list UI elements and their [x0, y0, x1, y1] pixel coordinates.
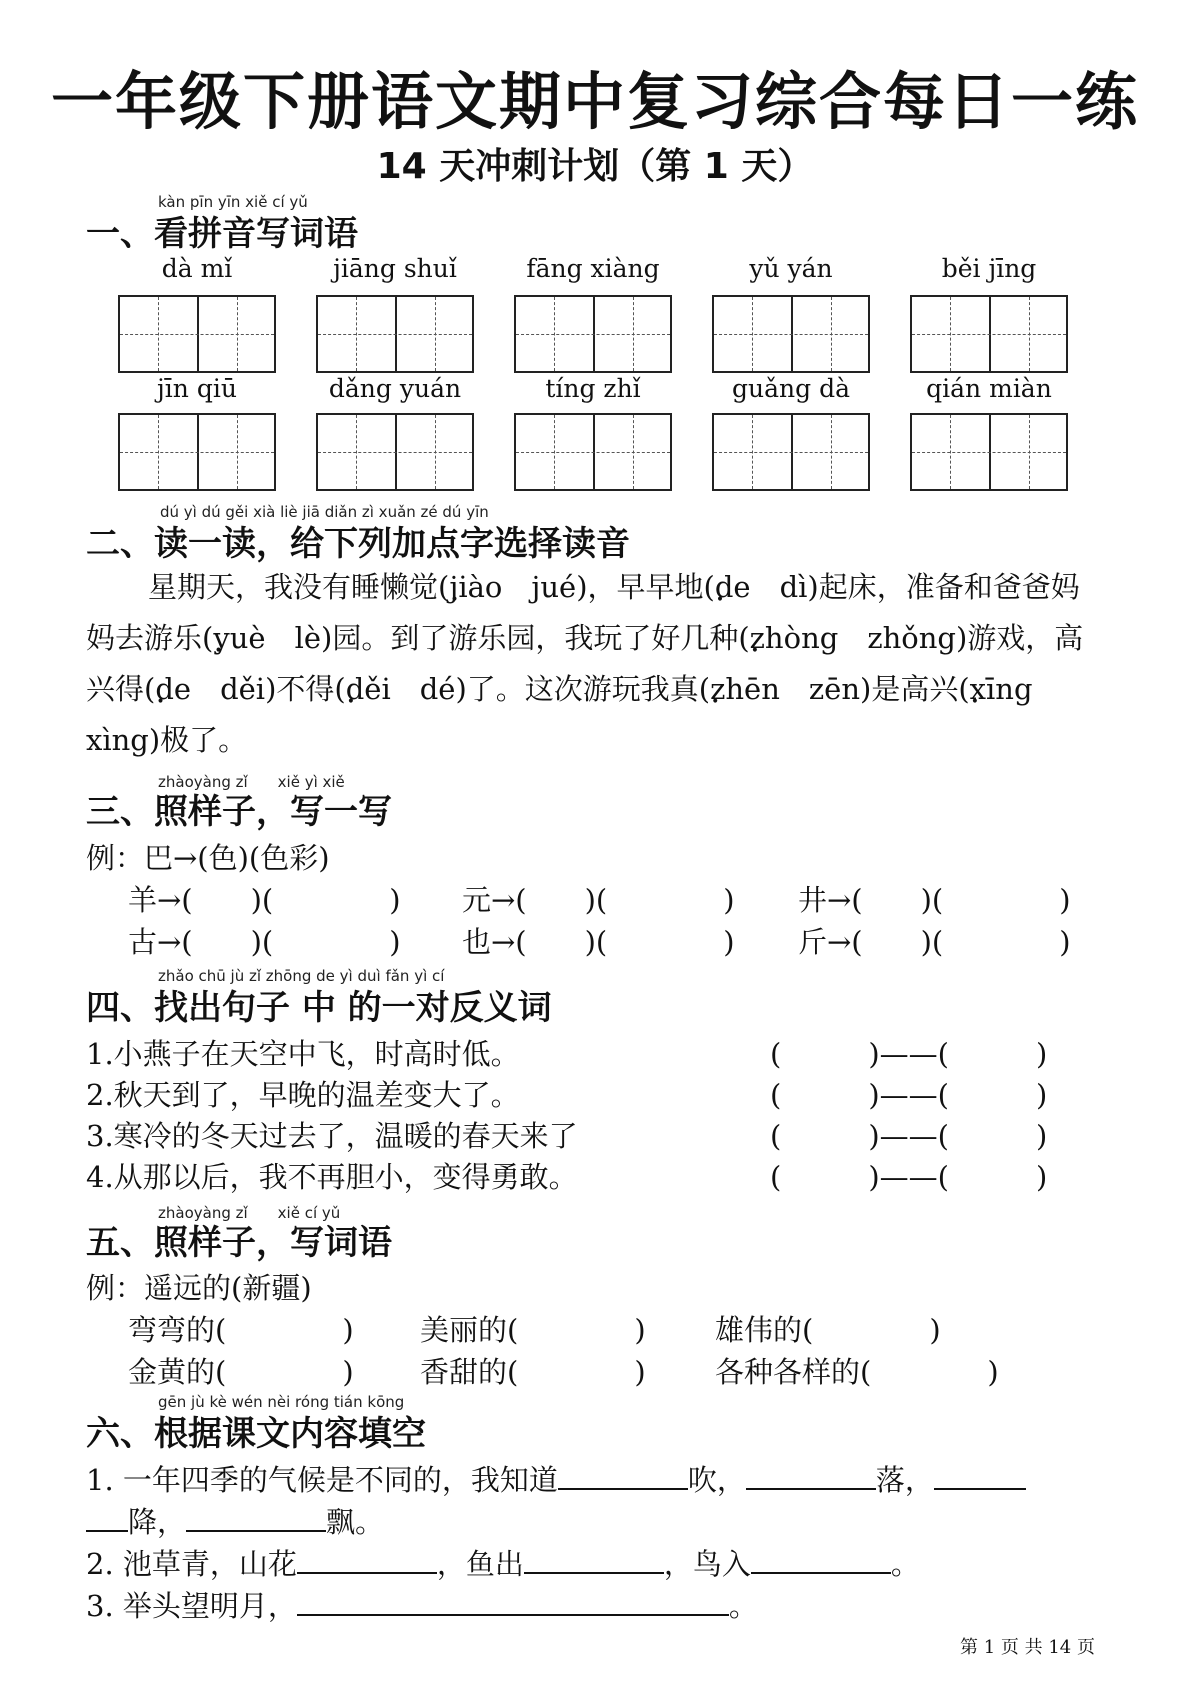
writing-grid[interactable] — [712, 295, 870, 373]
antonym-answer[interactable]: ( )——( ) — [770, 1078, 1048, 1112]
blank-line[interactable] — [297, 1588, 729, 1616]
section2-pinyin: dú yì dú gěi xià liè jiā diǎn zì xuǎn zé dú yīn — [160, 503, 489, 521]
char-item: 羊→( )( ) — [128, 883, 401, 917]
section1-heading: 一、看拼音写词语 — [86, 214, 358, 254]
blank-line[interactable] — [186, 1504, 326, 1532]
writing-grid[interactable] — [118, 413, 276, 491]
pinyin-label: qián miàn — [926, 374, 1052, 403]
page-footer: 第 1 页 共 14 页 — [960, 1637, 1095, 1658]
reading-paragraph: 星期天，我没有睡懒觉(jiào jué)，早早地(de dì)起床，准备和爸爸妈妈去游乐(yuè lè)园。到了游乐园，我玩了好几种(zhòng zhǒng)游戏，高兴得(de děi)不得(děi dé)了。这次游玩我真(zhēn zēn)是高兴(xīng xìng)极了。 — [86, 570, 1084, 757]
fill-line-3: 3. 举头望明月， 。 — [86, 1589, 758, 1623]
section5-pinyin: zhàoyàng zǐ xiě cí yǔ — [158, 1204, 341, 1222]
phrase-item: 香甜的( ) — [420, 1355, 646, 1389]
writing-grid[interactable] — [316, 295, 474, 373]
pinyin-label: dà mǐ — [161, 254, 233, 283]
section4-heading: 四、找出句子 中 的一对反义词 — [86, 988, 552, 1028]
char-item: 斤→( )( ) — [798, 925, 1071, 959]
dotted-char: 得 — [115, 672, 145, 706]
blank-line[interactable] — [297, 1546, 437, 1574]
char-item: 元→( )( ) — [462, 883, 735, 917]
antonym-sentence: 4.从那以后，我不再胆小，变得勇敢。 — [86, 1160, 578, 1194]
pinyin-label: běi jīng — [941, 254, 1037, 283]
section3-pinyin: zhàoyàng zǐ xiě yì xiě — [158, 773, 345, 791]
dotted-char: 真 — [669, 672, 699, 706]
antonym-sentence: 1.小燕子在天空中飞，时高时低。 — [86, 1037, 520, 1071]
blank-line[interactable] — [746, 1462, 876, 1490]
antonym-sentence: 2.秋天到了，早晚的温差变大了。 — [86, 1078, 520, 1112]
dotted-char: 乐 — [173, 621, 203, 655]
pinyin-label: fāng xiàng — [526, 254, 660, 283]
phrase-item: 美丽的( ) — [420, 1313, 646, 1347]
section4-pinyin: zhǎo chū jù zǐ zhōng de yì duì fǎn yì cí — [158, 967, 445, 985]
dotted-char: 觉 — [409, 570, 439, 604]
section2-heading: 二、读一读，给下列加点字选择读音 — [86, 524, 630, 564]
fill-line-1: 1. 一年四季的气候是不同的，我知道 吹， 落， — [86, 1458, 1026, 1499]
dotted-char: 地 — [674, 570, 704, 604]
blank-line[interactable] — [934, 1462, 1026, 1490]
char-item: 井→( )( ) — [798, 883, 1071, 917]
section3-example: 例：巴→(色)(色彩) — [86, 841, 330, 875]
pinyin-label: tíng zhǐ — [545, 374, 641, 403]
char-item: 也→( )( ) — [462, 925, 735, 959]
phrase-item: 各种各样的( ) — [715, 1355, 999, 1389]
writing-grid[interactable] — [712, 413, 870, 491]
phrase-item: 弯弯的( ) — [128, 1313, 354, 1347]
section6-pinyin: gēn jù kè wén nèi róng tián kōng — [158, 1393, 405, 1411]
section3-heading: 三、照样子，写一写 — [86, 792, 392, 832]
section5-heading: 五、照样子，写词语 — [86, 1223, 392, 1263]
pinyin-label: jīn qiū — [157, 374, 237, 403]
phrase-item: 金黄的( ) — [128, 1355, 354, 1389]
dotted-char: 兴 — [929, 672, 959, 706]
dotted-char: 种 — [709, 621, 739, 655]
blank-line[interactable] — [86, 1504, 128, 1532]
section5-example: 例：遥远的(新疆) — [86, 1271, 312, 1305]
fill-line-2: 2. 池草青，山花 ，鱼出 ，鸟入 。 — [86, 1547, 920, 1581]
writing-grid[interactable] — [514, 295, 672, 373]
pinyin-label: jiāng shuǐ — [333, 254, 457, 283]
writing-grid[interactable] — [910, 295, 1068, 373]
antonym-answer[interactable]: ( )——( ) — [770, 1037, 1048, 1071]
writing-grid[interactable] — [316, 413, 474, 491]
pinyin-label: yǔ yán — [749, 254, 833, 283]
dotted-char: 得 — [305, 672, 335, 706]
antonym-answer[interactable]: ( )——( ) — [770, 1160, 1048, 1194]
section6-heading: 六、根据课文内容填空 — [86, 1414, 426, 1454]
blank-line[interactable] — [751, 1546, 891, 1574]
writing-grid[interactable] — [910, 413, 1068, 491]
antonym-sentence: 3.寒冷的冬天过去了，温暖的春天来了 — [86, 1119, 578, 1153]
fill-line-1b: 降， 飘。 — [86, 1500, 384, 1541]
section1-pinyin: kàn pīn yīn xiě cí yǔ — [158, 193, 308, 211]
blank-line[interactable] — [558, 1462, 688, 1490]
pinyin-label: dǎng yuán — [328, 374, 462, 403]
worksheet-title: 一年级下册语文期中复习综合每日一练 — [50, 65, 1139, 138]
char-item: 古→( )( ) — [128, 925, 401, 959]
worksheet-subtitle: 14 天冲刺计划（第 1 天） — [376, 146, 814, 187]
antonym-answer[interactable]: ( )——( ) — [770, 1119, 1048, 1153]
blank-line[interactable] — [524, 1546, 664, 1574]
phrase-item: 雄伟的( ) — [715, 1313, 941, 1347]
writing-grid[interactable] — [118, 295, 276, 373]
pinyin-label: guǎng dà — [732, 374, 850, 403]
writing-grid[interactable] — [514, 413, 672, 491]
